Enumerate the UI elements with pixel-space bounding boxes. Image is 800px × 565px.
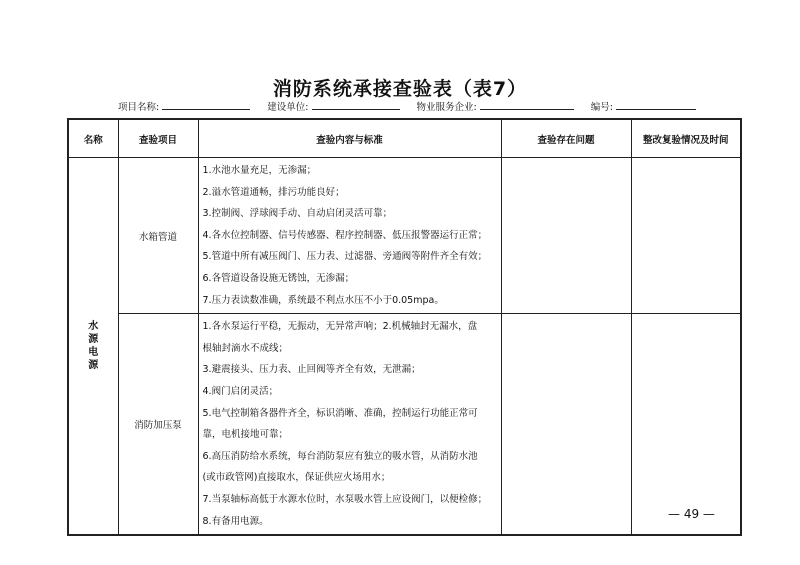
header-name: 名称 bbox=[68, 119, 118, 158]
content-line: 1.各水泵运行平稳，无振动，无异常声响；2.机械轴封无漏水，盘 bbox=[202, 321, 478, 333]
header-content: 查验内容与标准 bbox=[198, 119, 501, 158]
table-row bbox=[68, 158, 741, 314]
item-cell-pump: 消防加压泵 bbox=[118, 314, 198, 535]
content-line: 5.电气控制箱各器件齐全，标识消晰、准确，控制运行功能正常可 bbox=[202, 407, 478, 419]
number-label: 编号: bbox=[590, 102, 613, 113]
page-title: 消防系统承接查验表（表7） bbox=[272, 78, 528, 100]
category-char: 源 bbox=[88, 334, 99, 346]
content-line: 4.阀门启闭灵活； bbox=[202, 385, 279, 397]
content-line: 1.水池水量充足，无渗漏； bbox=[202, 165, 317, 176]
construction-unit-label: 建设单位: bbox=[267, 102, 309, 113]
page-number: — 49 — bbox=[668, 507, 715, 521]
number-field bbox=[616, 99, 696, 110]
issues-cell bbox=[501, 314, 631, 535]
content-line: 4.各水位控制器、信号传感器、程序控制器、低压报警器运行正常； bbox=[202, 229, 488, 241]
content-line: 2.溢水管道通畅，排污功能良好； bbox=[202, 186, 345, 198]
header-recheck: 整改复验情况及时间 bbox=[631, 119, 741, 158]
content-line: 7.压力表读数准确，系统最不利点水压不小于0.05mpa。 bbox=[202, 294, 444, 306]
content-lines bbox=[203, 316, 497, 532]
header-issues: 查验存在问题 bbox=[501, 119, 631, 158]
content-cell-pump bbox=[198, 314, 501, 535]
category-label bbox=[69, 320, 118, 372]
project-name-label: 项目名称: bbox=[118, 102, 160, 113]
inspection-table bbox=[67, 118, 742, 536]
item-cell-water-tank: 水箱管道 bbox=[118, 158, 198, 314]
header-item: 查验项目 bbox=[118, 119, 198, 158]
property-company-label: 物业服务企业: bbox=[416, 102, 477, 113]
content-line: 7.当泵轴标高低于水源水位时，水泵吸水管上应设阀门，以便检修； bbox=[202, 493, 488, 505]
content-line: 8.有备用电源。 bbox=[202, 515, 269, 527]
category-char: 水 bbox=[88, 321, 99, 333]
content-line: 靠，电机接地可靠； bbox=[202, 429, 289, 441]
project-name-field bbox=[162, 99, 250, 110]
category-cell bbox=[68, 158, 118, 536]
table-header-row bbox=[68, 119, 741, 158]
content-line: 5.管道中所有减压阀门、压力表、过滤器、旁通阀等附件齐全有效； bbox=[202, 251, 488, 263]
recheck-cell bbox=[631, 314, 741, 535]
content-line: 3.避震接头、压力表、止回阀等齐全有效，无泄漏； bbox=[202, 364, 421, 376]
content-line: 6.各管道设备设施无锈蚀，无渗漏； bbox=[202, 272, 355, 284]
table-row bbox=[68, 314, 741, 535]
content-cell-water-tank bbox=[198, 158, 501, 314]
recheck-cell bbox=[631, 158, 741, 314]
category-char: 源 bbox=[88, 360, 99, 372]
content-line: (或市政管网)直接取水，保证供应火场用水； bbox=[202, 472, 391, 484]
content-line: 6.高压消防给水系统，每台消防泵应有独立的吸水管，从消防水池 bbox=[202, 450, 478, 462]
content-lines bbox=[203, 160, 497, 311]
content-line: 根轴封滴水不成线； bbox=[202, 342, 289, 354]
property-company-field bbox=[480, 99, 574, 110]
construction-unit-field bbox=[312, 99, 400, 110]
content-line: 3.控制阀、浮球阀手动、自动启闭灵活可靠； bbox=[202, 208, 393, 220]
category-char: 电 bbox=[88, 347, 99, 359]
info-line bbox=[118, 99, 710, 113]
issues-cell bbox=[501, 158, 631, 314]
